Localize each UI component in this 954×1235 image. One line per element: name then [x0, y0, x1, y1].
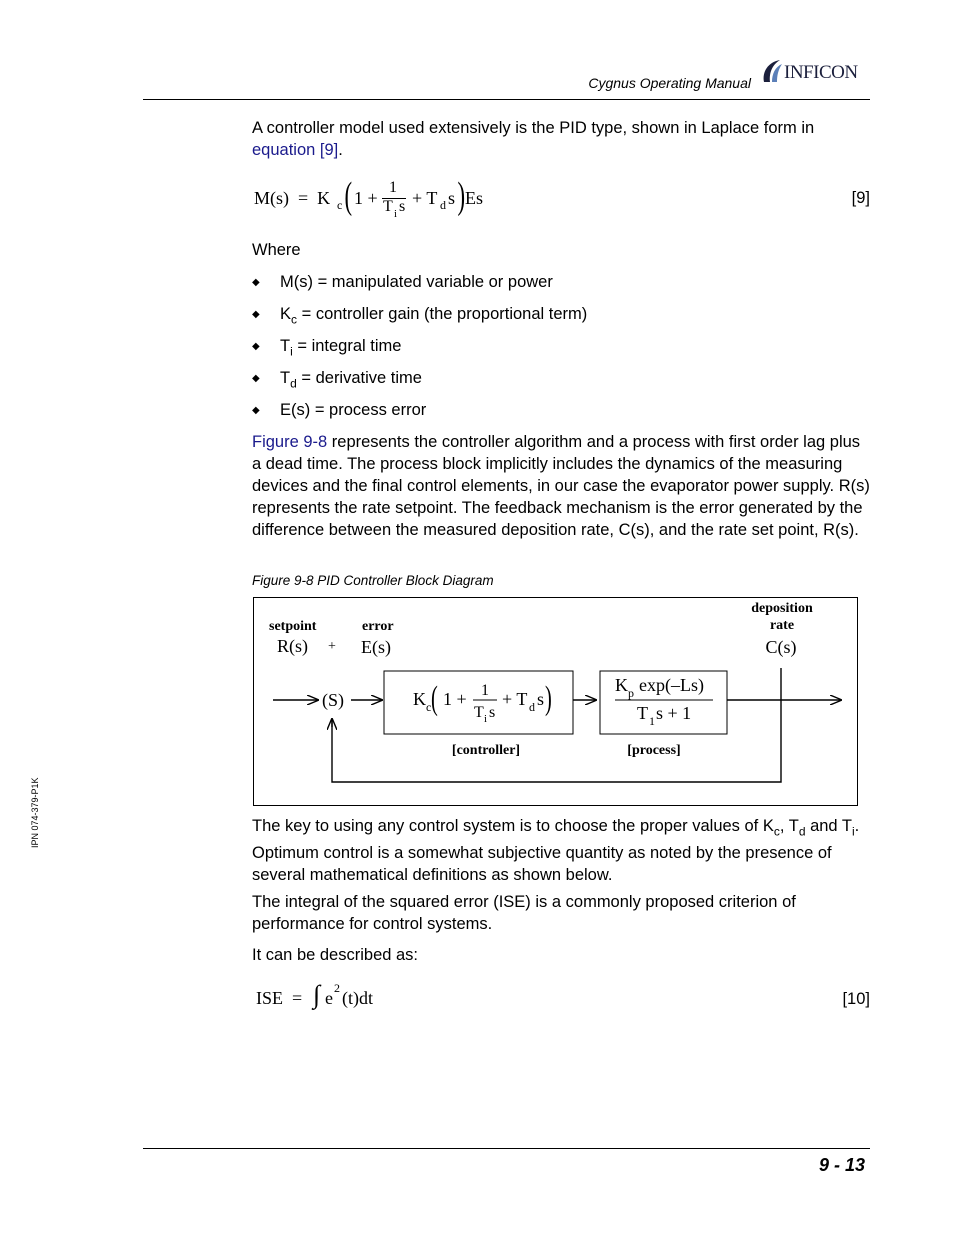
equation-9-number: [9]: [851, 189, 870, 207]
deposition-label: deposition: [751, 601, 813, 616]
diamond-bullet-icon: ◆: [252, 277, 260, 288]
diamond-bullet-icon: ◆: [252, 405, 260, 416]
equation-9: [254, 176, 554, 226]
error-label: error: [362, 619, 394, 634]
inficon-logo: [760, 58, 872, 84]
bullet-item: [252, 303, 587, 330]
eq9-lhs: M(s) = K: [254, 188, 331, 208]
controller-label: [controller]: [451, 743, 521, 758]
eq9-kc-sub: c: [337, 198, 343, 212]
ctrl-c-sub: c: [426, 700, 432, 714]
proc-k: K: [615, 675, 628, 695]
ctrl-den-s: s: [489, 704, 496, 721]
eq9-left-paren: (: [344, 175, 353, 217]
eq9-den-t: T: [383, 198, 393, 215]
para3-sub: c: [773, 824, 780, 839]
ctrl-plus-t: + T: [502, 689, 528, 709]
process-label: [process]: [627, 743, 681, 758]
cs-symbol: C(s): [765, 637, 797, 657]
bullet-text: T: [280, 369, 291, 387]
ctrl-one-plus: 1 +: [443, 689, 467, 709]
eq9-td-sub: d: [440, 198, 446, 212]
bullet-rest: = derivative time: [296, 369, 422, 387]
bullet-subscript: i: [290, 344, 293, 359]
eq10-integral: ∫: [313, 980, 321, 1009]
ctrl-s: s: [537, 689, 545, 709]
bullet-text: M(s) = manipulated variable or power: [280, 273, 553, 291]
ctrl-den-t: T: [474, 704, 484, 721]
equation-9-link[interactable]: equation [9]: [252, 141, 339, 159]
eq9-one-plus: 1 +: [354, 188, 378, 208]
eq9-right-paren: ): [457, 175, 466, 217]
proc-p-sub: p: [628, 686, 634, 700]
eq9-den-s: s: [399, 198, 406, 215]
bullet-item: [252, 367, 422, 394]
para3-part: and T: [805, 817, 852, 835]
eq10-sup: 2: [334, 981, 340, 995]
bullet-rest: = integral time: [292, 337, 402, 355]
side-label: IPN 074-379-P1K: [30, 777, 40, 848]
where-label: Where: [252, 241, 301, 259]
ctrl-left-paren: (: [431, 679, 438, 718]
logo-text: INFICON: [784, 62, 858, 83]
logo-mark-icon: [760, 58, 784, 84]
equation-10-number: [10]: [842, 990, 870, 1008]
para3-part: The key to using any control system is to choose the proper values of K: [252, 817, 774, 835]
described-paragraph: It can be described as:: [252, 946, 419, 964]
bullet-subscript: d: [290, 376, 297, 391]
diamond-bullet-icon: ◆: [252, 309, 260, 320]
ctrl-k: K: [413, 689, 426, 709]
bullet-item: [252, 399, 426, 422]
bullet-text: K: [280, 305, 292, 323]
ctrl-d-sub: d: [529, 700, 535, 714]
equation-10: [256, 980, 456, 1020]
rate-label: rate: [769, 618, 795, 633]
header-rule: [143, 99, 870, 100]
plus-sign: +: [328, 639, 336, 654]
eq9-es: Es: [465, 188, 483, 208]
proc-t: T: [637, 703, 648, 723]
feedback-path: [332, 668, 781, 782]
para3-sub: i: [851, 824, 855, 839]
figure-description-paragraph: [252, 431, 870, 541]
ise-paragraph: The integral of the squared error (ISE) is a commonly proposed criterion of performance for control systems.: [252, 893, 796, 933]
eq9-den-sub: i: [394, 208, 398, 220]
eq10-lhs: ISE =: [256, 988, 303, 1008]
proc-exp: exp(–Ls): [639, 675, 704, 695]
para3-sub: d: [798, 824, 806, 839]
footer-rule: [143, 1148, 870, 1149]
ctrl-num: 1: [481, 682, 489, 699]
para3-part: , T: [779, 817, 799, 835]
pid-block-diagram: [253, 597, 858, 806]
eq9-numerator: 1: [389, 179, 397, 196]
eq10-e: e: [325, 988, 333, 1008]
summer-symbol: (S): [322, 690, 344, 710]
para2-text: represents the controller algorithm and a process with first order lag plus a dead time. The process block implicitly includes the dynamics of the measuring devices and the final control elements, in our case the evaporator power supply. R(s) represents the rate setpoint. The feedback mechanism is the error generated by the difference between the measured deposition rate, C(s), and the rate set point, R(s).: [252, 433, 870, 539]
manual-title: Cygnus Operating Manual: [588, 75, 751, 91]
ctrl-right-paren: ): [545, 679, 552, 718]
bullet-item: [252, 271, 553, 294]
page-number: 9 - 13: [818, 1155, 865, 1175]
key-paragraph: [252, 815, 870, 886]
eq9-s: s: [448, 188, 456, 208]
figure-caption: Figure 9-8 PID Controller Block Diagram: [252, 573, 494, 588]
setpoint-label: setpoint: [269, 619, 317, 634]
rs-symbol: R(s): [277, 636, 308, 656]
bullet-subscript: c: [291, 312, 298, 327]
bullet-rest: = controller gain (the proportional term): [297, 305, 588, 323]
bullet-text: E(s) = process error: [280, 401, 427, 419]
intro-end: .: [338, 141, 343, 159]
eq10-rest: (t)dt: [342, 988, 373, 1008]
intro-text: A controller model used extensively is the PID type, shown in Laplace form in: [252, 119, 815, 137]
diamond-bullet-icon: ◆: [252, 341, 260, 352]
para3-part: . Optimum control is a somewhat subjective quantity as noted by the presence of several mathematical definitions as shown below.: [252, 817, 860, 885]
intro-paragraph: [252, 117, 870, 161]
ctrl-den-i: i: [484, 713, 488, 725]
bullet-item: [252, 335, 401, 362]
bullet-text: T: [280, 337, 291, 355]
es-symbol: E(s): [361, 637, 391, 657]
diagram-frame: [254, 598, 858, 806]
figure-9-8-link[interactable]: Figure 9-8: [252, 433, 328, 451]
diamond-bullet-icon: ◆: [252, 373, 260, 384]
eq9-plus-td: + T: [412, 188, 438, 208]
proc-s1: s + 1: [656, 703, 692, 723]
proc-1-sub: 1: [649, 714, 655, 728]
